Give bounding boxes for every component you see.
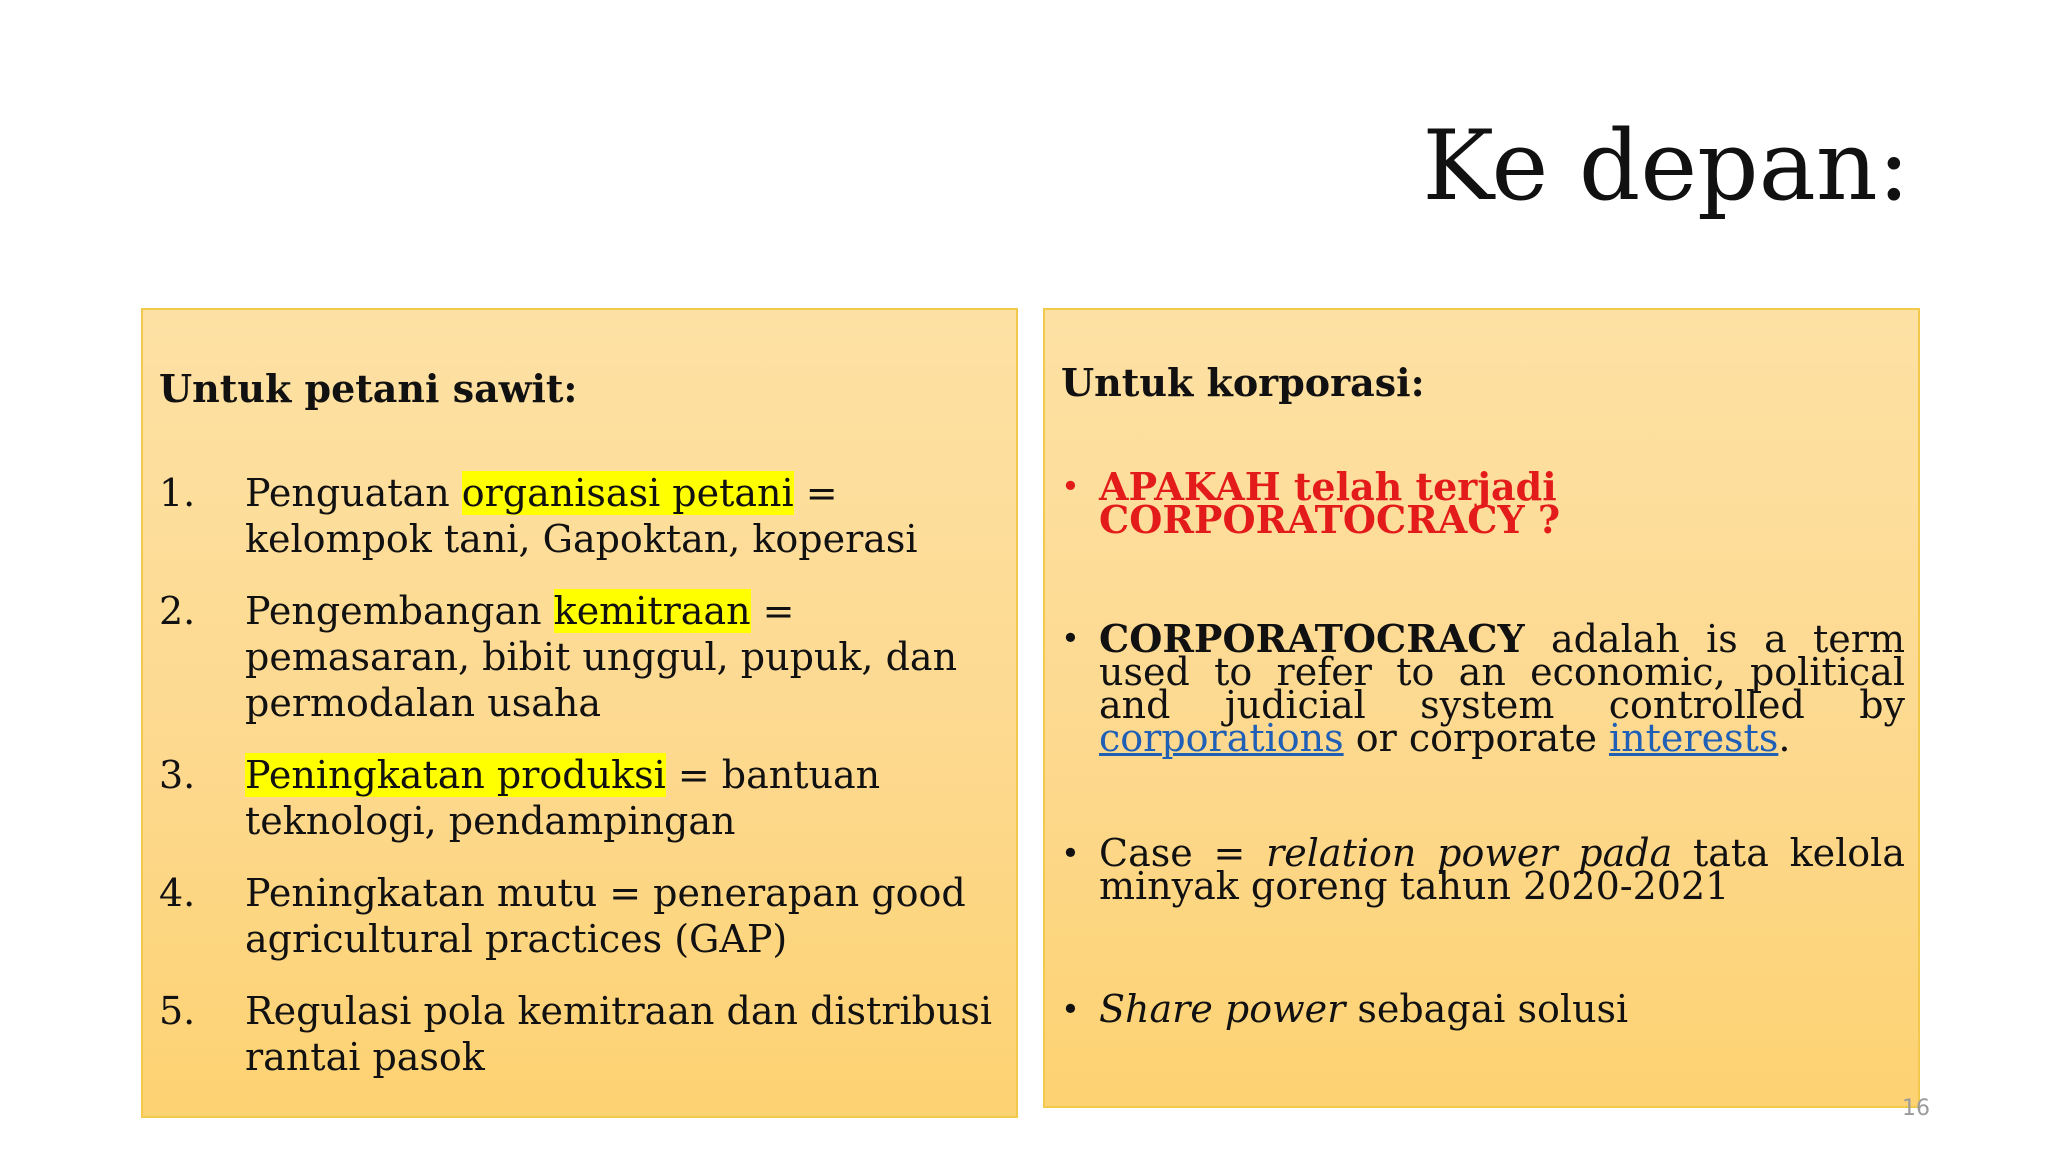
case-text xyxy=(1099,831,1905,908)
petani-panel xyxy=(141,308,1018,1118)
item-text-post: = bantuan teknologi, pendampingan xyxy=(245,753,881,843)
item-text xyxy=(245,752,999,844)
solution-text xyxy=(1099,987,1905,1031)
item-text-pre: Pengembangan xyxy=(245,589,554,633)
list-item xyxy=(1061,831,1905,908)
bullet-icon: • xyxy=(1061,834,1080,872)
item-number: 3. xyxy=(159,753,196,797)
solution-part: sebagai solusi xyxy=(1345,987,1629,1031)
korporasi-heading: Untuk korporasi: xyxy=(1061,360,1425,405)
definition-part: adalah is a term used to refer to an economic, political and judicial system controlled by xyxy=(1099,617,1905,727)
definition-part: or corporate xyxy=(1343,716,1610,760)
list-item xyxy=(159,870,999,962)
list-item xyxy=(159,752,999,844)
term-bold: CORPORATOCRACY xyxy=(1099,616,1525,661)
item-text: Regulasi pola kemitraan dan distribusi rantai pasok xyxy=(245,989,993,1079)
highlighted-term: organisasi petani xyxy=(461,471,794,515)
item-number: 5. xyxy=(159,989,196,1033)
item-number: 4. xyxy=(159,871,196,915)
item-text: Peningkatan mutu = penerapan good agricultural practices (GAP) xyxy=(245,871,966,961)
item-number: 2. xyxy=(159,589,196,633)
item-text-post: = kelompok tani, Gapoktan, koperasi xyxy=(245,471,918,561)
page-number: 16 xyxy=(1902,1096,1930,1121)
list-item xyxy=(1061,987,1905,1031)
item-text xyxy=(245,588,999,726)
slide-title: Ke depan: xyxy=(1422,110,1910,222)
definition-text xyxy=(1099,616,1905,760)
definition-part: . xyxy=(1778,716,1791,760)
question-text: APAKAH telah terjadi CORPORATOCRACY ? xyxy=(1099,464,1561,542)
case-part: tata kelola minyak goreng tahun 2020-2021 xyxy=(1099,831,1905,908)
korporasi-panel xyxy=(1043,308,1920,1108)
list-item xyxy=(159,988,999,1080)
corporations-link[interactable]: corporations xyxy=(1099,716,1344,760)
case-italic: relation power pada xyxy=(1266,831,1673,875)
item-number: 1. xyxy=(159,471,196,515)
list-item xyxy=(1061,464,1905,542)
highlighted-term: kemitraan xyxy=(553,589,751,633)
petani-heading: Untuk petani sawit: xyxy=(159,366,578,411)
bullet-icon: • xyxy=(1061,467,1080,505)
korporasi-list xyxy=(1061,464,1905,1031)
item-text xyxy=(245,470,999,562)
list-item xyxy=(159,588,999,726)
case-part: Case = xyxy=(1099,831,1267,875)
bullet-icon: • xyxy=(1061,619,1080,657)
solution-italic: Share power xyxy=(1099,987,1346,1031)
item-text-post: = pemasaran, bibit unggul, pupuk, dan permodalan usaha xyxy=(245,589,958,725)
petani-list xyxy=(159,470,999,1106)
bullet-icon: • xyxy=(1061,990,1080,1028)
interests-link[interactable]: interests xyxy=(1609,716,1779,760)
list-item xyxy=(1061,616,1905,760)
item-text-pre: Penguatan xyxy=(245,471,462,515)
list-item xyxy=(159,470,999,562)
highlighted-term: Peningkatan produksi xyxy=(245,753,666,797)
